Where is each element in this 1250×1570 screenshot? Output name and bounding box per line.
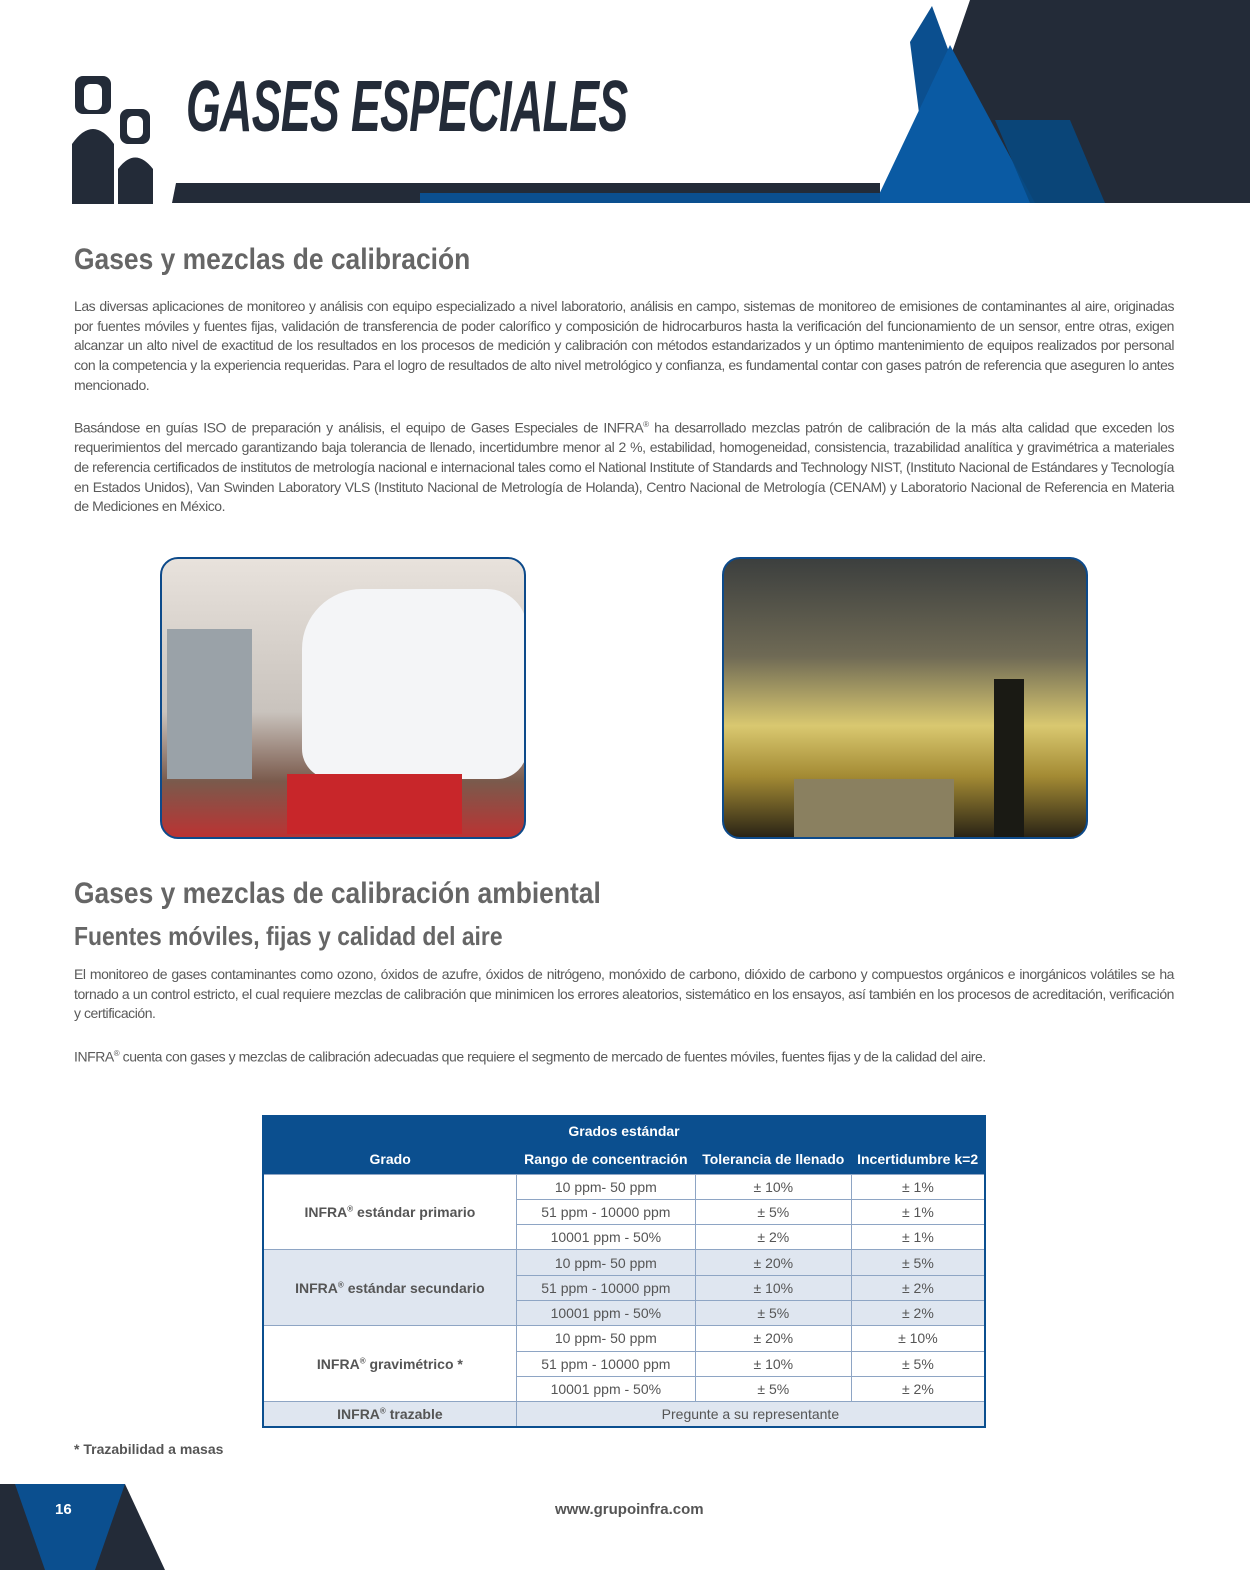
uncertainty-cell: ± 1% <box>851 1174 985 1199</box>
paragraph <box>74 1044 1174 1067</box>
range-cell: 10 ppm- 50 ppm <box>516 1326 695 1351</box>
grade-cell <box>263 1174 516 1250</box>
website-url: www.grupoinfra.com <box>555 1501 704 1518</box>
grade-cell <box>263 1326 516 1402</box>
uncertainty-cell: ± 1% <box>851 1225 985 1250</box>
tolerance-cell: ± 10% <box>695 1351 851 1376</box>
tolerance-cell: ± 10% <box>695 1174 851 1199</box>
smokestack <box>994 679 1024 839</box>
range-cell: 10001 ppm - 50% <box>516 1225 695 1250</box>
tolerance-cell: ± 10% <box>695 1275 851 1300</box>
registered-mark: ® <box>337 1280 344 1290</box>
ramp <box>287 774 462 834</box>
range-cell: 10 ppm- 50 ppm <box>516 1250 695 1275</box>
car-emissions-photo <box>160 557 526 839</box>
car-shape <box>302 589 526 779</box>
contact-cell: Pregunte a su representante <box>516 1402 985 1427</box>
range-cell: 10001 ppm - 50% <box>516 1376 695 1401</box>
registered-mark: ® <box>379 1406 386 1416</box>
tolerance-cell: ± 20% <box>695 1250 851 1275</box>
uncertainty-cell: ± 5% <box>851 1351 985 1376</box>
grade-name: INFRA <box>304 1203 348 1220</box>
grade-suffix: gravimétrico * <box>365 1355 463 1372</box>
grade-suffix: estándar secundario <box>343 1279 485 1296</box>
industrial-smokestack-photo <box>722 557 1088 839</box>
grades-table <box>262 1115 986 1428</box>
paragraph: Las diversas aplicaciones de monitoreo y análisis con equipo especializado a nivel laboratorio, análisis en campo, sistemas de monitoreo de emisiones de contaminantes al aire, originadas por fuentes móviles y fuentes fijas, validación de transferencia de poder calorífico y composición de hidrocarburos hasta la verificación del funcionamiento de un sensor, entre otras, exigen alcanzar un alto nivel de exactitud de los resultados en los procesos de medición y calibración con métodos estandarizados y un óptimo mantenimiento de equipos realizados por personal con la competencia y la experiencia requeridas. Para el logro de resultados de alto nivel metrológico y confianza, es fundamental contar con gases patrón de referencia que aseguren lo antes mencionado. <box>74 298 1174 393</box>
tolerance-cell: ± 20% <box>695 1326 851 1351</box>
grade-cell <box>263 1250 516 1326</box>
column-header: Grado <box>263 1145 516 1174</box>
uncertainty-cell: ± 10% <box>851 1326 985 1351</box>
column-header: Incertidumbre k=2 <box>851 1145 985 1174</box>
table-row <box>263 1174 985 1199</box>
section-subheading: Fuentes móviles, fijas y calidad del aire <box>74 921 503 951</box>
range-cell: 51 ppm - 10000 ppm <box>516 1199 695 1224</box>
table-title: Grados estándar <box>263 1116 985 1145</box>
table-row <box>263 1326 985 1351</box>
grade-suffix: trazable <box>385 1406 443 1423</box>
registered-mark: ® <box>347 1204 354 1214</box>
registered-mark: ® <box>643 420 649 429</box>
registered-mark: ® <box>359 1356 366 1366</box>
uncertainty-cell: ± 2% <box>851 1275 985 1300</box>
grade-name: INFRA <box>316 1355 360 1372</box>
text: ha desarrollado mezclas patrón de calibración de la más alta calidad que exceden los requerimientos del mercado garantizando baja tolerancia de llenado, incertidumbre menor al 2 %, estabilidad, homogeneidad, consistencia, trazabilidad analítica y gravimétrica a materiales de referencia certificados de institutos de metrología nacional e internacional tales como el National Institute of Standards and Technology NIST, (Instituto Nacional de Estándares y Tecnología en Estados Unidos), Van Swinden Laboratory VLS (Instituto Nacional de Metrología de Holanda), Centro Nacional de Metrología (CENAM) y Laboratorio Nacional de Referencia en Materia de Mediciones en México. <box>74 419 1175 515</box>
range-cell: 10 ppm- 50 ppm <box>516 1174 695 1199</box>
tolerance-cell: ± 5% <box>695 1300 851 1325</box>
tolerance-cell: ± 5% <box>695 1199 851 1224</box>
analyzer-equipment <box>167 629 252 779</box>
grade-cell <box>263 1402 516 1427</box>
range-cell: 51 ppm - 10000 ppm <box>516 1275 695 1300</box>
paragraph: El monitoreo de gases contaminantes como ozono, óxidos de azufre, óxidos de nitrógeno, monóxido de carbono, dióxido de carbono y compuestos orgánicos e inorgánicos volátiles se ha tornado a un control estricto, el cual requiere mezclas de calibración que minimicen los errores aleatorios, sistemático en los ensayos, así también en los procesos de acreditación, verificación y certificación. <box>74 966 1174 1022</box>
uncertainty-cell: ± 1% <box>851 1199 985 1224</box>
registered-mark: ® <box>113 1049 120 1058</box>
grade-name: INFRA <box>295 1279 338 1296</box>
tolerance-cell: ± 5% <box>695 1376 851 1401</box>
section-heading: Gases y mezclas de calibración ambiental <box>74 877 601 910</box>
section-heading: Gases y mezclas de calibración <box>74 243 471 276</box>
range-cell: 10001 ppm - 50% <box>516 1300 695 1325</box>
table-row <box>263 1402 985 1427</box>
text: cuenta con gases y mezclas de calibración adecuadas que requiere el segmento de mercado de fuentes móviles, fuentes fijas y de la calidad del aire. <box>119 1048 986 1065</box>
column-header: Rango de concentración <box>516 1145 695 1174</box>
range-cell: 51 ppm - 10000 ppm <box>516 1351 695 1376</box>
text: INFRA <box>74 1048 114 1065</box>
column-header: Tolerancia de llenado <box>695 1145 851 1174</box>
gas-cylinders-icon <box>70 74 156 204</box>
page-number: 16 <box>55 1501 72 1518</box>
table-row <box>263 1250 985 1275</box>
tolerance-cell: ± 2% <box>695 1225 851 1250</box>
uncertainty-cell: ± 5% <box>851 1250 985 1275</box>
footer-decoration <box>0 1484 170 1570</box>
paragraph <box>74 415 1174 517</box>
grade-suffix: estándar primario <box>353 1203 476 1220</box>
grade-name: INFRA <box>337 1406 380 1423</box>
tanks <box>794 779 954 839</box>
page-title: GASES ESPECIALES <box>186 67 628 147</box>
uncertainty-cell: ± 2% <box>851 1376 985 1401</box>
text: Basándose en guías ISO de preparación y análisis, el equipo de Gases Especiales de INFRA <box>74 419 644 436</box>
uncertainty-cell: ± 2% <box>851 1300 985 1325</box>
footnote: * Trazabilidad a masas <box>74 1441 224 1457</box>
